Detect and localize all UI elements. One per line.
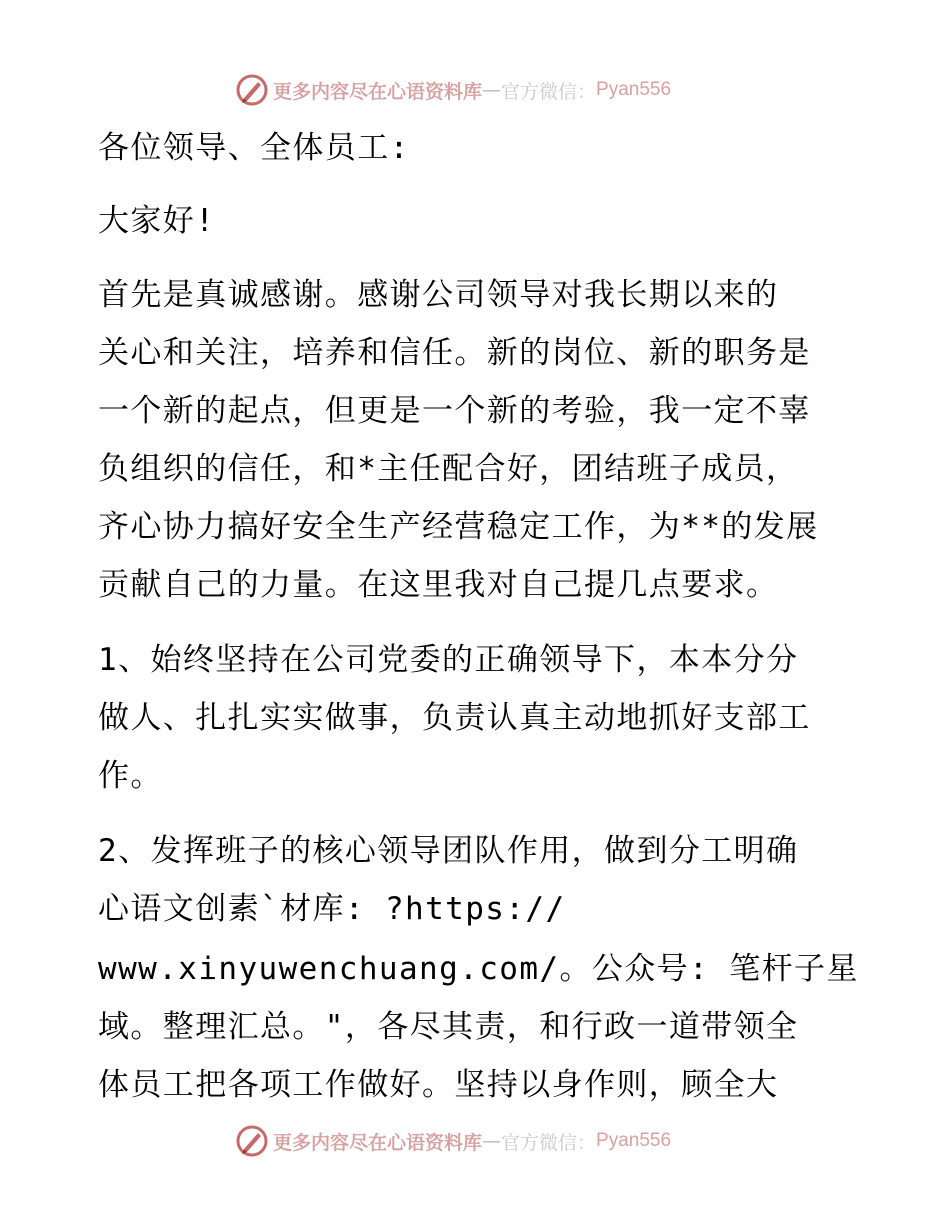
footer-banner [235, 1123, 755, 1159]
banner-wechat-label: 官方微信： [501, 1131, 597, 1154]
pen-logo-icon [235, 73, 269, 107]
text-line-11: 作。 [98, 758, 163, 794]
text-line-2: 大家好! [98, 203, 216, 239]
header-banner [235, 72, 755, 108]
text-line-14: www.xinyuwenchuang.com/。公众号: 笔杆子星 [98, 951, 859, 987]
banner-wechat-label: 官方微信： [501, 80, 597, 103]
text-line-15: 域。整理汇总。"，各尽其责，和行政一道带领全 [98, 1009, 799, 1045]
banner-separator: — [482, 1130, 502, 1152]
text-line-5: 一个新的起点，但更是一个新的考验，我一定不辜 [98, 393, 811, 429]
banner-wechat-id: Pyan556 [596, 79, 672, 100]
banner-wechat-id: Pyan556 [596, 1130, 672, 1151]
pen-logo-icon [235, 1124, 269, 1158]
text-line-12: 2、发挥班子的核心领导团队作用，做到分工明确 [98, 833, 799, 869]
banner-separator: — [482, 79, 502, 101]
text-line-4: 关心和关注，培养和信任。新的岗位、新的职务是 [98, 335, 811, 371]
text-line-9: 1、始终坚持在公司党委的正确领导下，本本分分 [98, 642, 799, 678]
banner-text: 更多内容尽在心语资料库 [273, 80, 483, 103]
banner-text: 更多内容尽在心语资料库 [273, 1131, 483, 1154]
text-line-10: 做人、扎扎实实做事，负责认真主动地抓好支部工 [98, 700, 811, 736]
text-line-13: 心语文创素`材库: ?https:// [98, 891, 566, 927]
text-line-7: 齐心协力搞好安全生产经营稳定工作，为**的发展 [98, 509, 819, 545]
text-line-1: 各位领导、全体员工: [98, 130, 410, 166]
text-line-8: 贡献自己的力量。在这里我对自己提几点要求。 [98, 567, 779, 603]
text-line-3: 首先是真诚感谢。感谢公司领导对我长期以来的 [98, 277, 779, 313]
text-line-16: 体员工把各项工作做好。坚持以身作则，顾全大 [98, 1067, 779, 1103]
text-line-6: 负组织的信任，和*主任配合好，团结班子成员， [98, 451, 799, 487]
